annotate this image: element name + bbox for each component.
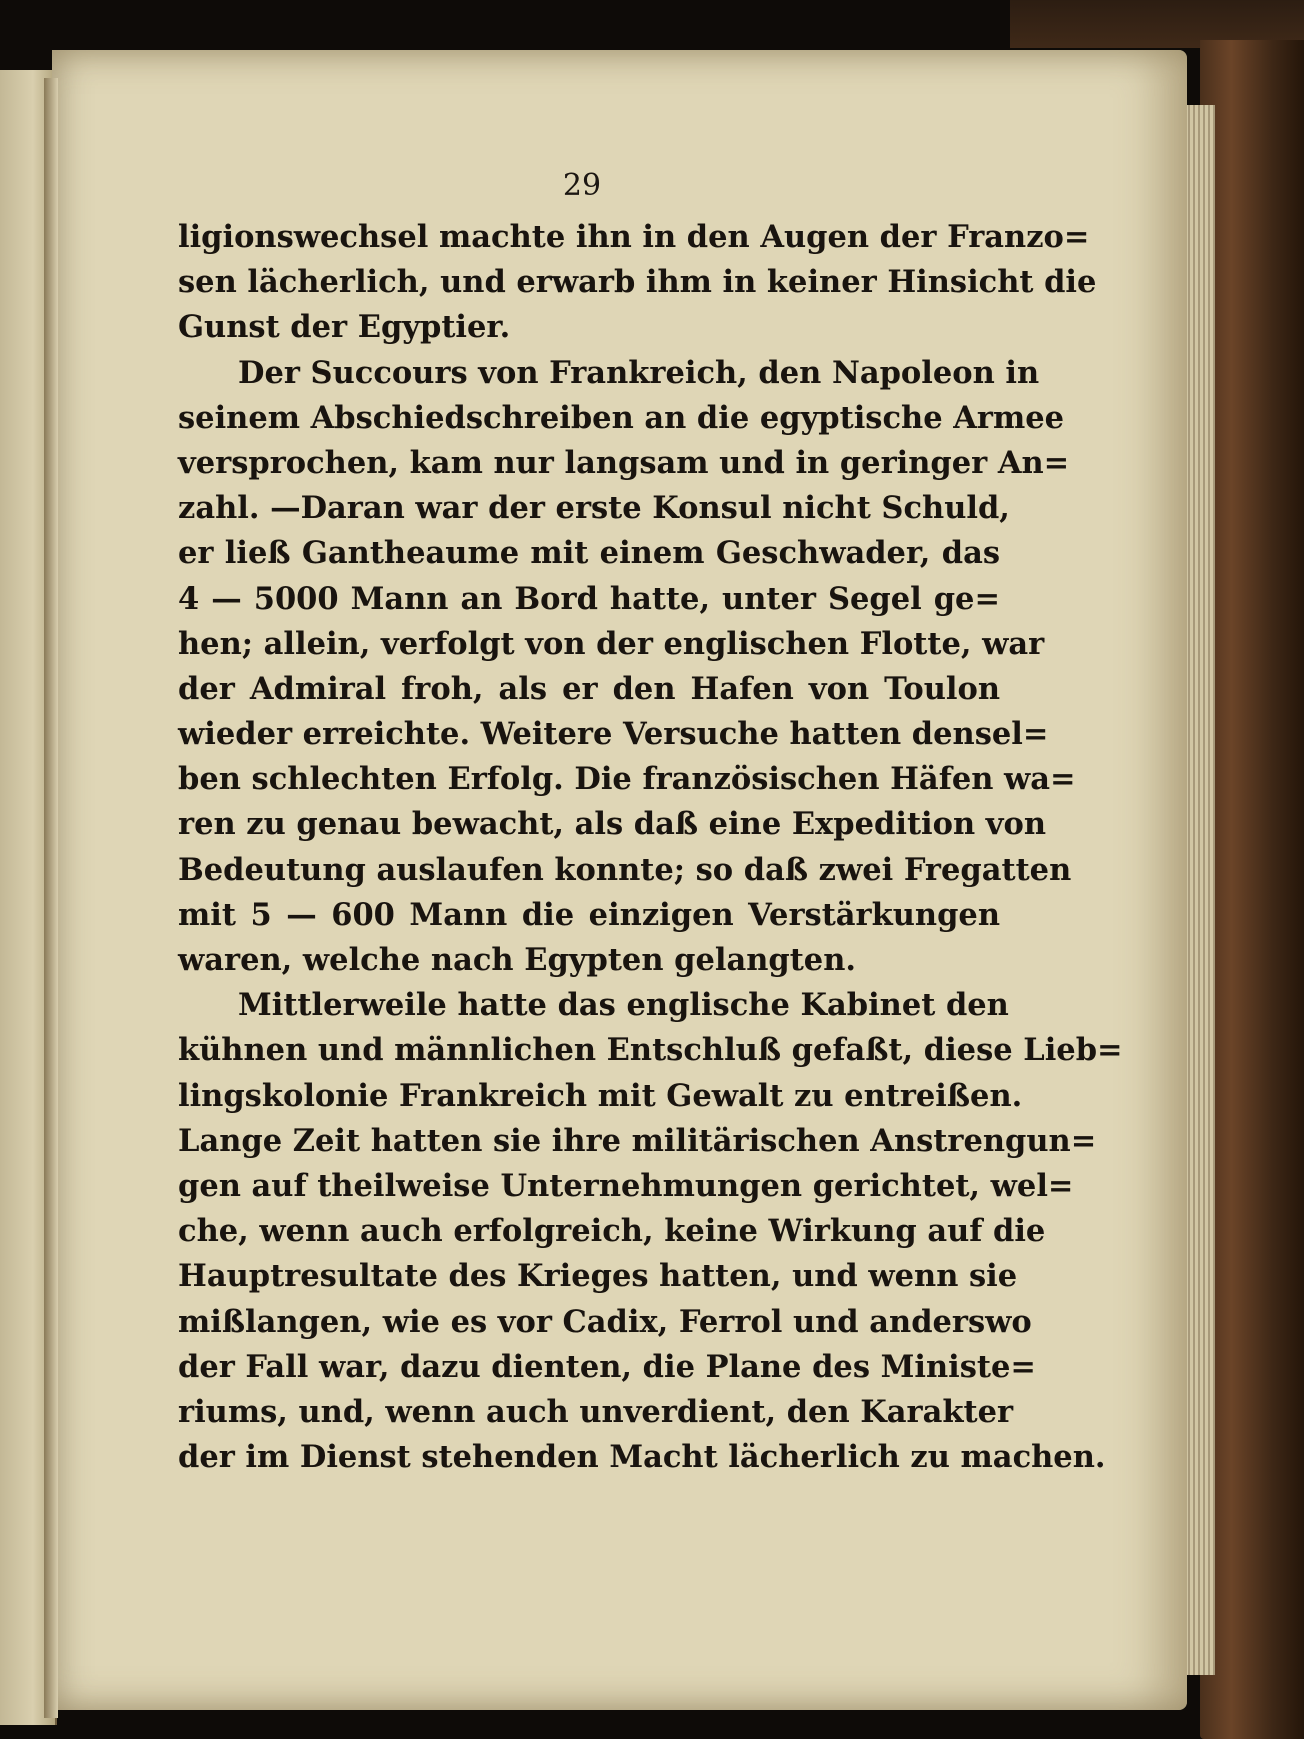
text-line: Hauptresultate des Krieges hatten, und wenn sie [178, 1258, 1018, 1295]
text-line: kühnen und männlichen Entschluß gefaßt, diese Lieb= [178, 1032, 1123, 1069]
text-line: Der Succours von Frankreich, den Napoleon in [238, 354, 1040, 391]
text-line: riums, und, wenn auch unverdient, den Karakter [178, 1393, 1014, 1430]
text-line: Bedeutung auslaufen konnte; so daß zwei Fregatten [178, 851, 1072, 888]
text-line: ren zu genau bewacht, als daß eine Expedition von [178, 806, 1046, 843]
text-line: zahl. —Daran war der erste Konsul nicht Schuld, [178, 490, 1010, 527]
text-line: gen auf theilweise Unternehmungen gerichtet, wel= [178, 1167, 1074, 1204]
text-line: che, wenn auch erfolgreich, keine Wirkung auf die [178, 1213, 1046, 1250]
text-line: ligionswechsel machte ihn in den Augen der Franzo= [178, 219, 1090, 255]
text-line: 4 — 5000 Mann an Bord hatte, unter Segel ge= [178, 580, 1000, 617]
text-line: Lange Zeit hatten sie ihre militärischen Anstrengun= [178, 1122, 1097, 1159]
text-line: der Admiral froh, als er den Hafen von Toulon [178, 670, 1000, 707]
text-line: Gunst der Egyptier. [178, 309, 511, 346]
text-line: versprochen, kam nur langsam und in geringer An= [178, 444, 1070, 481]
text-line: lingskolonie Frankreich mit Gewalt zu entreißen. [178, 1077, 1023, 1114]
text-line: der im Dienst stehenden Macht lächerlich zu machen. [178, 1439, 1106, 1476]
text-line: hen; allein, verfolgt von der englischen Flotte, war [178, 625, 1045, 662]
book-cover [1200, 40, 1304, 1739]
text-line: mit 5 — 600 Mann die einzigen Verstärkungen [178, 896, 1000, 933]
text-line: mißlangen, wie es vor Cadix, Ferrol und anderswo [178, 1303, 1032, 1340]
text-line: wieder erreichte. Weitere Versuche hatten densel= [178, 716, 1049, 753]
text-line: der Fall war, dazu dienten, die Plane des Ministe= [178, 1348, 1036, 1385]
text-line: ben schlechten Erfolg. Die französischen Häfen wa= [178, 761, 1076, 798]
page-gutter [44, 78, 58, 1718]
text-line: sen lächerlich, und erwarb ihm in keiner Hinsicht die [178, 264, 1097, 301]
text-line: er ließ Gantheaume mit einem Geschwader, das [178, 535, 1000, 572]
text-line: waren, welche nach Egypten gelangten. [178, 942, 856, 978]
page-number: 29 [562, 168, 602, 203]
text-line: Mittlerweile hatte das englische Kabinet den [238, 987, 1009, 1024]
text-line: seinem Abschiedschreiben an die egyptische Armee [178, 399, 1065, 436]
body-text [178, 215, 1123, 1480]
